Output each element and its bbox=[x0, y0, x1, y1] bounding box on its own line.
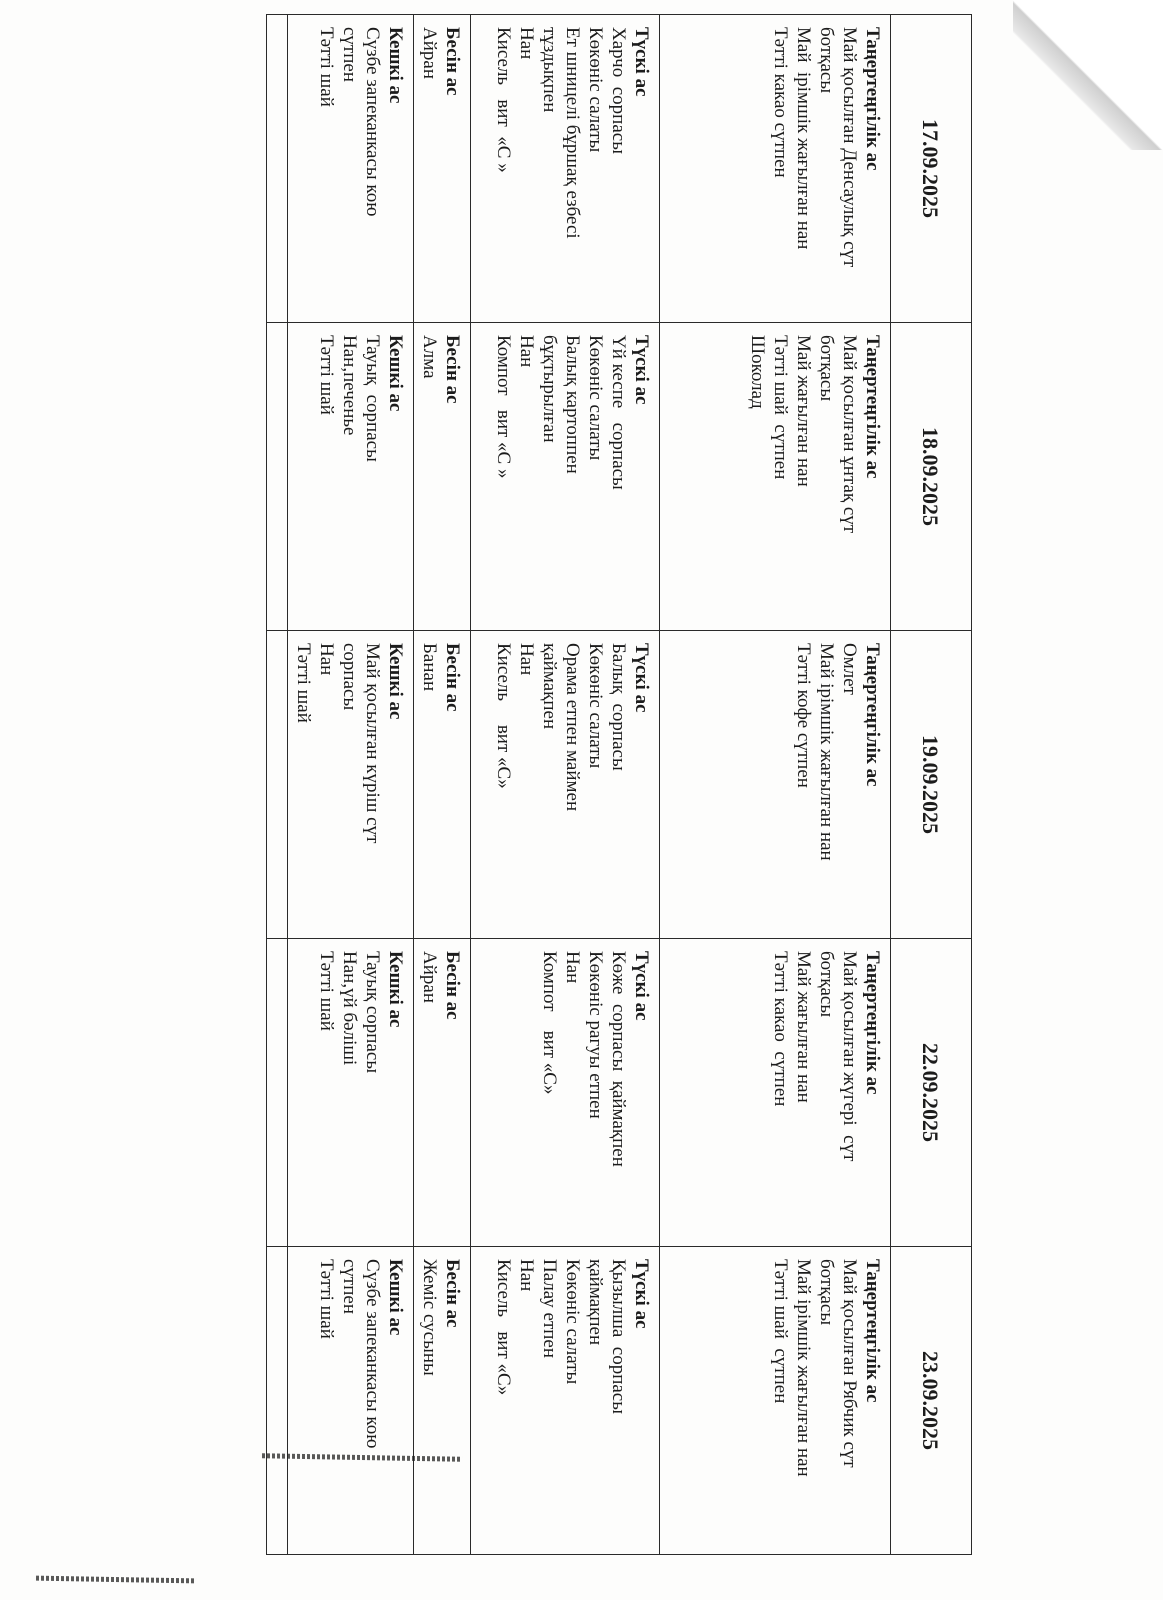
menu-item: қаймақпен bbox=[539, 643, 560, 730]
menu-item: Нан,үй бәліші bbox=[339, 951, 360, 1066]
menu-item: Кисель вит «С » bbox=[493, 27, 514, 173]
menu-item: Май қосылған жүгері сүт bbox=[839, 951, 860, 1162]
menu-item: Нан bbox=[516, 643, 537, 676]
menu-item: Жеміс сусыны bbox=[419, 1259, 440, 1376]
menu-item: Тауық сорпасы bbox=[362, 951, 383, 1074]
menu-item: Нан bbox=[316, 643, 337, 676]
menu-item: Нан bbox=[516, 335, 537, 368]
menu-item: Май қосылған ұнтақ сүт bbox=[839, 335, 860, 534]
menu-item: Балық картоппен bbox=[562, 335, 583, 474]
scan-mark bbox=[36, 1576, 196, 1584]
menu-item: Май ірімшік жағылған нан bbox=[793, 1259, 814, 1477]
date-header: 22.09.2025 bbox=[891, 939, 972, 1247]
menu-item: Ет шницелі бұршақ езбесі bbox=[562, 27, 583, 239]
meal-title: Кешкі ас bbox=[385, 951, 406, 1028]
menu-item: Шоколад bbox=[747, 335, 768, 409]
menu-item: Қызылша сорпасы bbox=[608, 1259, 629, 1414]
empty-cell bbox=[267, 323, 288, 631]
weekly-menu-table bbox=[266, 14, 972, 1555]
breakfast-row bbox=[660, 15, 891, 1555]
meal-title: Түскі ас bbox=[631, 643, 652, 713]
menu-item: Банан bbox=[419, 643, 440, 692]
lunch-cell bbox=[471, 15, 660, 323]
menu-item: Май ірімшік жағылған нан bbox=[816, 643, 837, 861]
menu-table-rotated bbox=[293, 14, 972, 1554]
snack-cell bbox=[414, 323, 471, 631]
menu-item: Тәтті шай bbox=[316, 1259, 337, 1339]
breakfast-cell bbox=[660, 15, 891, 323]
menu-item: Харчо сорпасы bbox=[608, 27, 629, 154]
date-header: 18.09.2025 bbox=[891, 323, 972, 631]
menu-item: Тәтті какао сүтпен bbox=[770, 27, 791, 178]
menu-item: сүтпен bbox=[339, 1259, 360, 1315]
menu-item: тұздықпен bbox=[539, 27, 560, 113]
menu-item: Сүзбе запеканкасы кою bbox=[362, 1259, 383, 1449]
menu-item: Айран bbox=[419, 27, 440, 79]
meal-title: Түскі ас bbox=[631, 335, 652, 405]
menu-item: Орама етпен маймен bbox=[562, 643, 583, 812]
menu-item: ботқасы bbox=[816, 27, 837, 94]
lunch-cell bbox=[471, 323, 660, 631]
menu-item: Нан bbox=[516, 27, 537, 60]
breakfast-cell bbox=[660, 323, 891, 631]
empty-cell bbox=[267, 1247, 288, 1555]
folded-corner bbox=[1013, 0, 1163, 150]
date-header: 19.09.2025 bbox=[891, 631, 972, 939]
menu-item: ботқасы bbox=[816, 335, 837, 402]
dinner-cell bbox=[288, 323, 414, 631]
meal-title: Таңертеңгілік ас bbox=[862, 335, 883, 479]
dinner-cell bbox=[288, 939, 414, 1247]
menu-item: Май қосылған Рябчик сүт bbox=[839, 1259, 860, 1468]
menu-item: Тәтті какао сүтпен bbox=[770, 951, 791, 1107]
menu-item: Нан bbox=[516, 1259, 537, 1292]
menu-item: Көкөніс салаты bbox=[585, 335, 606, 461]
meal-title: Бесін ас bbox=[442, 643, 463, 712]
menu-item: Үй кеспе сорпасы bbox=[608, 335, 629, 490]
date-header: 17.09.2025 bbox=[891, 15, 972, 323]
dinner-cell bbox=[288, 1247, 414, 1555]
meal-title: Бесін ас bbox=[442, 27, 463, 96]
meal-title: Түскі ас bbox=[631, 1259, 652, 1329]
meal-title: Түскі ас bbox=[631, 951, 652, 1021]
menu-item: Алма bbox=[419, 335, 440, 379]
snack-cell bbox=[414, 939, 471, 1247]
menu-item: Кисель вит «С» bbox=[493, 1259, 514, 1396]
snack-row bbox=[414, 15, 471, 1555]
empty-cell bbox=[267, 631, 288, 939]
menu-item: Май жағылған нан bbox=[793, 951, 814, 1103]
lunch-cell bbox=[471, 631, 660, 939]
dinner-cell bbox=[288, 631, 414, 939]
menu-item: Май қосылған күріш сүт bbox=[362, 643, 383, 844]
menu-item: Тәтті шай bbox=[316, 335, 337, 415]
menu-item: Балық сорпасы bbox=[608, 643, 629, 771]
menu-item: Айран bbox=[419, 951, 440, 1003]
menu-item: Сүзбе запеканкасы кою bbox=[362, 27, 383, 217]
breakfast-cell bbox=[660, 1247, 891, 1555]
menu-item: сорпасы bbox=[339, 643, 360, 711]
meal-title: Кешкі ас bbox=[385, 1259, 406, 1336]
menu-item: сүтпен bbox=[339, 27, 360, 83]
menu-item: Тәтті шай сүтпен bbox=[770, 335, 791, 480]
meal-title: Таңертеңгілік ас bbox=[862, 1259, 883, 1403]
lunch-row bbox=[471, 15, 660, 1555]
meal-title: Бесін ас bbox=[442, 951, 463, 1020]
menu-item: Тәтті шай bbox=[316, 27, 337, 107]
lunch-cell bbox=[471, 939, 660, 1247]
menu-item: Көкөніс салаты bbox=[562, 1259, 583, 1385]
empty-cell bbox=[267, 15, 288, 323]
menu-item: ботқасы bbox=[816, 1259, 837, 1326]
menu-item: Көже сорпасы қаймақпен bbox=[608, 951, 629, 1167]
meal-title: Кешкі ас bbox=[385, 643, 406, 720]
menu-item: Палау етпен bbox=[539, 1259, 560, 1359]
date-header: 23.09.2025 bbox=[891, 1247, 972, 1555]
empty-cell bbox=[267, 939, 288, 1247]
snack-cell bbox=[414, 1247, 471, 1555]
menu-item: бұқтырылған bbox=[539, 335, 560, 443]
menu-item: Тәтті шай сүтпен bbox=[770, 1259, 791, 1404]
menu-item: Тәтті кофе сүтпен bbox=[793, 643, 814, 788]
menu-item: Нан,печенье bbox=[339, 335, 360, 436]
menu-item: Компот вит «С » bbox=[493, 335, 514, 479]
meal-title: Бесін ас bbox=[442, 335, 463, 404]
menu-item: Май қосылған Денсаулық сүт bbox=[839, 27, 860, 268]
meal-title: Кешкі ас bbox=[385, 27, 406, 104]
menu-item: Көкөніс салаты bbox=[585, 643, 606, 769]
menu-item: Көкөніс салаты bbox=[585, 27, 606, 153]
snack-cell bbox=[414, 631, 471, 939]
dinner-cell bbox=[288, 15, 414, 323]
menu-item: Нан bbox=[562, 951, 583, 984]
meal-title: Таңертеңгілік ас bbox=[862, 951, 883, 1095]
breakfast-cell bbox=[660, 631, 891, 939]
menu-item: Тауық сорпасы bbox=[362, 335, 383, 462]
menu-item: Тәтті шай bbox=[293, 643, 314, 723]
empty-row bbox=[267, 15, 288, 1555]
meal-title: Таңертеңгілік ас bbox=[862, 643, 883, 787]
dinner-row bbox=[288, 15, 414, 1555]
snack-cell bbox=[414, 15, 471, 323]
menu-item: Кисель вит «С» bbox=[493, 643, 514, 789]
menu-item: ботқасы bbox=[816, 951, 837, 1018]
meal-title: Кешкі ас bbox=[385, 335, 406, 412]
meal-title: Түскі ас bbox=[631, 27, 652, 97]
meal-title: Таңертеңгілік ас bbox=[862, 27, 883, 171]
menu-item: Көкөніс рагуы етпен bbox=[585, 951, 606, 1119]
menu-item: Компот вит «С» bbox=[539, 951, 560, 1095]
date-header-row bbox=[891, 15, 972, 1555]
menu-item: қаймақпен bbox=[585, 1259, 606, 1346]
menu-item: Май ірімшік жағылған нан bbox=[793, 27, 814, 250]
menu-item: Май жағылған нан bbox=[793, 335, 814, 487]
meal-title: Бесін ас bbox=[442, 1259, 463, 1328]
lunch-cell bbox=[471, 1247, 660, 1555]
menu-item: Омлет bbox=[839, 643, 860, 695]
breakfast-cell bbox=[660, 939, 891, 1247]
menu-item: Тәтті шай bbox=[316, 951, 337, 1031]
